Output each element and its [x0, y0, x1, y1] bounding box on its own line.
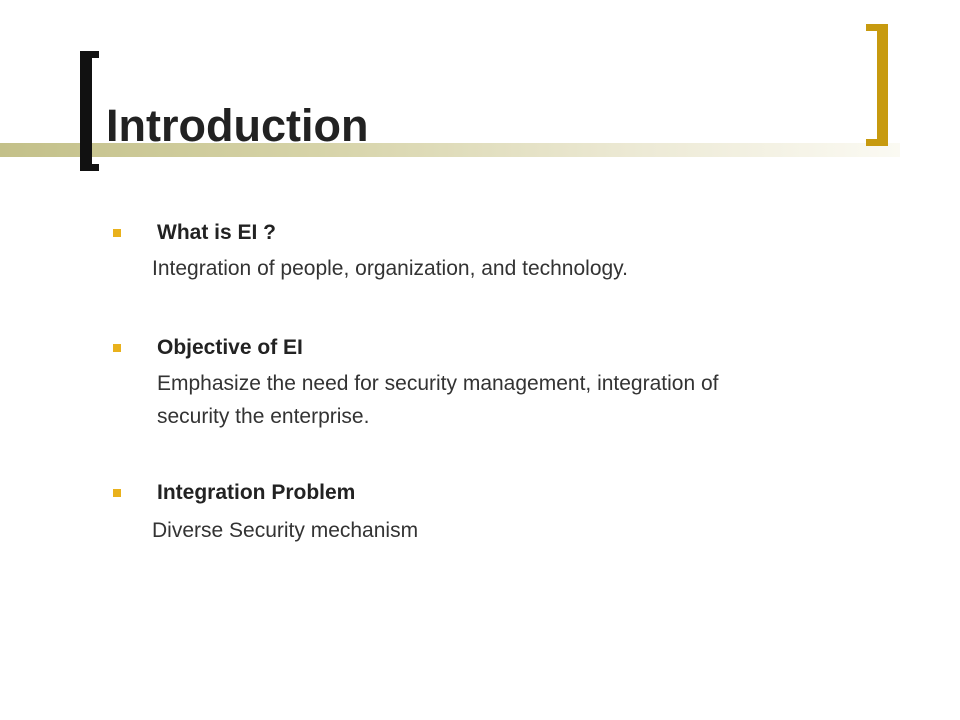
square-bullet-icon [113, 489, 121, 497]
bullet-body-text-line-1: Emphasize the need for security management, integration of [157, 372, 719, 395]
bullet-objective-of-ei [157, 336, 303, 360]
slide-title: Introduction [106, 100, 369, 151]
bullet-what-is-ei [157, 221, 276, 245]
left-bracket-decoration [80, 51, 99, 171]
bullet-heading: Objective of EI [157, 336, 303, 359]
bullet-body-text-line-2: security the enterprise. [157, 405, 370, 428]
square-bullet-icon [113, 344, 121, 352]
bullet-heading: What is EI ? [157, 221, 277, 244]
bullet-body-text: Diverse Security mechanism [152, 519, 419, 542]
bullet-heading: Integration Problem [157, 481, 356, 504]
square-bullet-icon [113, 229, 121, 237]
right-bracket-decoration [866, 24, 888, 146]
bullet-integration-problem [157, 481, 355, 505]
bullet-body-text: Integration of people, organization, and technology. [152, 257, 628, 280]
